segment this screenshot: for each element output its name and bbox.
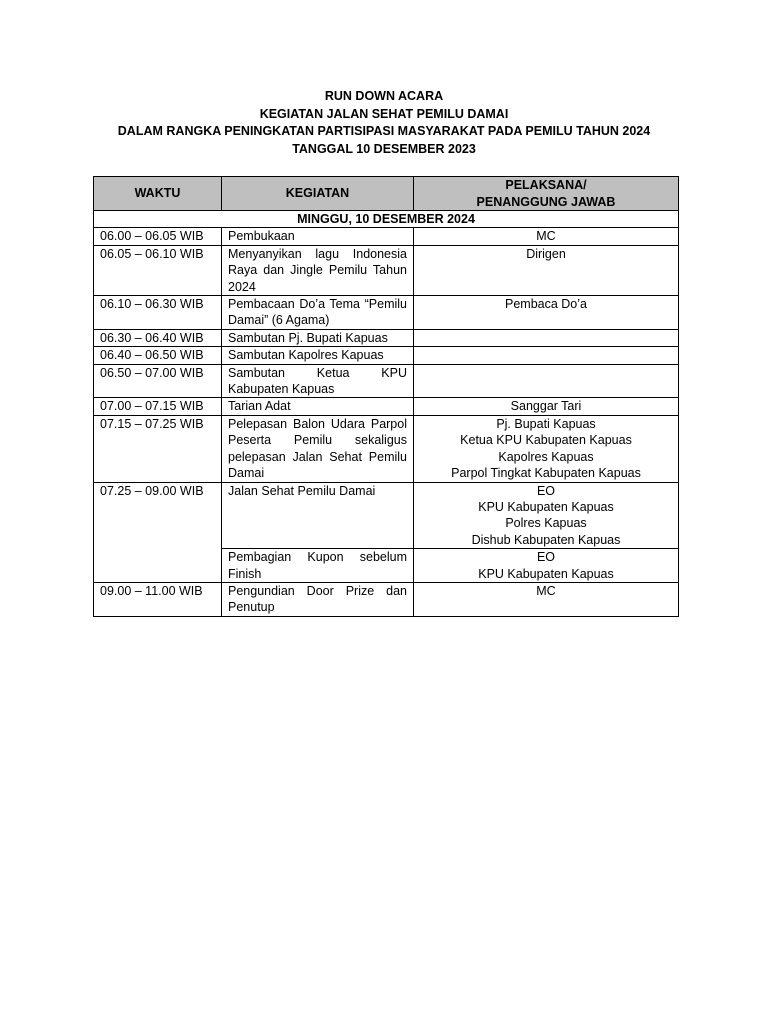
- executor-line: Pembaca Do’a: [505, 297, 587, 312]
- time-cell: 06.40 – 06.50 WIB: [94, 347, 222, 364]
- time-cell: 06.30 – 06.40 WIB: [94, 329, 222, 346]
- table-row: [94, 482, 679, 549]
- executor-cell: [414, 482, 679, 549]
- heading-line-1: RUN DOWN ACARA: [324, 89, 444, 103]
- executor-line: MC: [536, 583, 556, 598]
- executor-line: EO: [536, 550, 556, 565]
- activity-cell: Menyanyikan lagu Indonesia Raya dan Jingle Pemilu Tahun 2024: [222, 245, 414, 295]
- activity-cell: Pembacaan Do’a Tema “Pemilu Damai” (6 Agama): [222, 296, 414, 330]
- day-label: MINGGU, 10 DESEMBER 2024: [94, 211, 679, 228]
- activity-cell: Pembukaan: [222, 228, 414, 245]
- header-pelaksana: [414, 177, 679, 211]
- activity-cell: Pengundian Door Prize dan Penutup: [222, 582, 414, 616]
- executor-line: Polres Kapuas: [505, 516, 587, 531]
- executor-line: Ketua KPU Kabupaten Kapuas: [460, 433, 632, 448]
- time-cell: 07.25 – 09.00 WIB: [94, 482, 222, 582]
- executor-cell: [414, 549, 679, 583]
- executor-cell: [414, 415, 679, 482]
- table-row: [94, 398, 679, 415]
- executor-line: KPU Kabupaten Kapuas: [478, 499, 614, 514]
- table-row: [94, 364, 679, 398]
- executor-cell: [414, 364, 679, 398]
- document-heading: [0, 88, 768, 158]
- table-row: [94, 582, 679, 616]
- executor-cell: [414, 245, 679, 295]
- time-cell: 06.50 – 07.00 WIB: [94, 364, 222, 398]
- heading-line-3: DALAM RANGKA PENINGKATAN PARTISIPASI MASYARAKAT PADA PEMILU TAHUN 2024: [117, 124, 651, 138]
- executor-line: Pj. Bupati Kapuas: [496, 416, 596, 431]
- executor-cell: [414, 398, 679, 415]
- activity-cell: Jalan Sehat Pemilu Damai: [222, 482, 414, 549]
- executor-cell: [414, 329, 679, 346]
- table-header-row: [94, 177, 679, 211]
- table-row: [94, 329, 679, 346]
- rundown-table: [93, 176, 679, 617]
- executor-line: MC: [536, 229, 556, 244]
- executor-line: Kapolres Kapuas: [498, 449, 594, 464]
- time-cell: 07.00 – 07.15 WIB: [94, 398, 222, 415]
- executor-cell: [414, 347, 679, 364]
- table-row: [94, 347, 679, 364]
- activity-cell: Sambutan Pj. Bupati Kapuas: [222, 329, 414, 346]
- activity-cell: Sambutan Ketua KPU Kabupaten Kapuas: [222, 364, 414, 398]
- header-pelaksana-line-1: PELAKSANA/: [505, 178, 587, 193]
- executor-cell: [414, 582, 679, 616]
- executor-line: Dirigen: [526, 246, 566, 261]
- executor-line: EO: [536, 483, 556, 498]
- day-row: [94, 211, 679, 228]
- time-cell: 06.05 – 06.10 WIB: [94, 245, 222, 295]
- activity-cell: Pelepasan Balon Udara Parpol Peserta Pemilu sekaligus pelepasan Jalan Sehat Pemilu Damai: [222, 415, 414, 482]
- time-cell: 07.15 – 07.25 WIB: [94, 415, 222, 482]
- table-row: [94, 228, 679, 245]
- executor-line: Sanggar Tari: [510, 399, 582, 414]
- time-cell: 06.00 – 06.05 WIB: [94, 228, 222, 245]
- time-cell: 06.10 – 06.30 WIB: [94, 296, 222, 330]
- executor-cell: [414, 296, 679, 330]
- activity-cell: Sambutan Kapolres Kapuas: [222, 347, 414, 364]
- header-waktu: WAKTU: [94, 177, 222, 211]
- table-row: [94, 245, 679, 295]
- time-cell: 09.00 – 11.00 WIB: [94, 582, 222, 616]
- executor-line: Dishub Kabupaten Kapuas: [471, 532, 621, 547]
- heading-line-4: TANGGAL 10 DESEMBER 2023: [292, 141, 476, 156]
- executor-line: Parpol Tingkat Kabupaten Kapuas: [451, 466, 641, 481]
- table-row: [94, 415, 679, 482]
- executor-line: KPU Kabupaten Kapuas: [478, 566, 614, 581]
- heading-line-2: KEGIATAN JALAN SEHAT PEMILU DAMAI: [259, 106, 509, 121]
- header-kegiatan: KEGIATAN: [222, 177, 414, 211]
- header-pelaksana-line-2: PENANGGUNG JAWAB: [476, 194, 616, 209]
- activity-cell: Pembagian Kupon sebelum Finish: [222, 549, 414, 583]
- executor-cell: [414, 228, 679, 245]
- activity-cell: Tarian Adat: [222, 398, 414, 415]
- table-row: [94, 296, 679, 330]
